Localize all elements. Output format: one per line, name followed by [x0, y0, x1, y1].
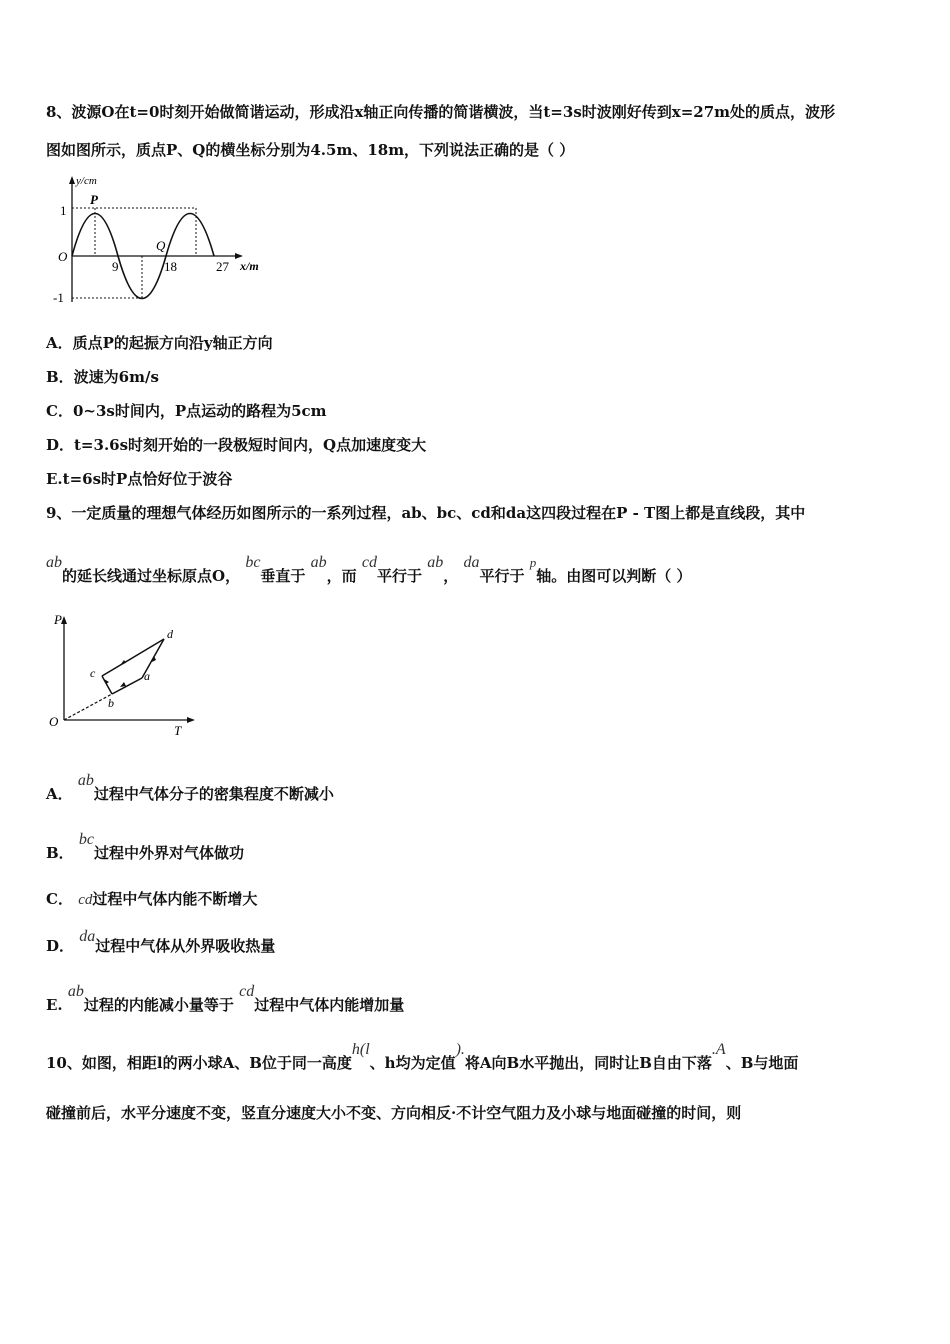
- y-axis-arrow: [69, 176, 75, 184]
- point-a-label: a: [144, 669, 150, 683]
- q8-option-a: A．质点P的起振方向沿y轴正方向: [46, 334, 273, 352]
- option-text: 过程中气体内能不断增大: [92, 890, 258, 908]
- math-ab: ab: [427, 554, 444, 571]
- option-prefix: D．: [46, 937, 75, 955]
- option-text: 过程中外界对气体做功: [94, 844, 245, 862]
- p-axis-label: P: [54, 612, 62, 627]
- point-q-label: Q: [156, 238, 166, 253]
- math-ab: ab: [77, 772, 94, 789]
- q9-l2-t2: 垂直于: [260, 567, 306, 585]
- q9-l2-t4: 平行于: [377, 567, 423, 585]
- q10-l1-t2: 、h均为定值: [369, 1054, 456, 1072]
- q9-option-d: [46, 928, 276, 957]
- q8-option-e: E.t=6s时P点恰好位于波谷: [46, 470, 233, 488]
- y-tick-pos: 1: [60, 203, 67, 218]
- q9-l2-t5: ，: [443, 567, 459, 585]
- q9-option-c: [46, 889, 257, 910]
- x-tick-27: 27: [216, 259, 229, 274]
- math-da: da: [463, 554, 480, 571]
- q8-option-d: D．t=3.6s时刻开始的一段极短时间内，Q点加速度变大: [46, 436, 427, 454]
- y-tick-neg: -1: [53, 290, 64, 305]
- q8-option-c: C．0~3s时间内，P点运动的路程为5cm: [46, 402, 327, 420]
- origin-label: O: [49, 714, 59, 729]
- arrow-cd: [121, 660, 126, 664]
- q10-l1-t1: 10、如图，相距l的两小球A、B位于同一高度: [46, 1054, 352, 1072]
- segment-bc: [102, 676, 112, 694]
- math-cd: cd: [78, 892, 93, 908]
- option-text: 过程中气体分子的密集程度不断减小: [93, 785, 334, 803]
- point-b-label: b: [108, 696, 114, 710]
- dashed-extension-ab: [64, 694, 112, 720]
- point-c-label: c: [90, 666, 96, 680]
- option-prefix: C．: [46, 890, 73, 908]
- math-paren: ).: [455, 1041, 465, 1058]
- q8-stem-line1: 8、波源O在t=0时刻开始做简谐运动，形成沿x轴正向传播的简谐横波，当t=3s时波刚好传到x=27m处的质点，波形: [46, 103, 836, 121]
- x-axis-label: x/m: [240, 259, 259, 273]
- math-da: da: [79, 928, 96, 945]
- q9-pt-figure: [46, 608, 206, 743]
- q9-option-e: [46, 983, 405, 1016]
- t-axis-label: T: [174, 723, 182, 738]
- q9-stem-line2: [46, 554, 692, 587]
- option-prefix: E.: [46, 996, 63, 1014]
- q9-stem-line1: 9、一定质量的理想气体经历如图所示的一系列过程，ab、bc、cd和da这四段过程在P - T图上都是直线段，其中: [46, 504, 806, 522]
- q9-option-b: [46, 831, 245, 864]
- option-text: 过程的内能减小量等于: [83, 996, 234, 1014]
- math-ab: ab: [46, 554, 62, 571]
- x-tick-18: 18: [164, 259, 177, 274]
- t-axis-arrow: [187, 717, 195, 723]
- q10-stem-line1: [46, 1041, 799, 1074]
- math-bc: bc: [245, 554, 261, 571]
- q8-wave-figure: [46, 172, 276, 307]
- origin-label: O: [58, 249, 68, 264]
- q8-option-b: B．波速为6m/s: [46, 368, 159, 386]
- q9-l2-t6: 平行于: [479, 567, 525, 585]
- option-text: 过程中气体内能增加量: [254, 996, 405, 1014]
- math-ab: ab: [67, 983, 84, 1000]
- math-ab: ab: [310, 554, 327, 571]
- q9-option-a: [46, 772, 334, 805]
- q10-l1-t3: 将A向B水平抛出，同时让B自由下落: [464, 1054, 712, 1072]
- point-p-label: P: [90, 192, 98, 207]
- point-d-label: d: [167, 627, 173, 641]
- segment-ab: [112, 678, 142, 694]
- math-bc: bc: [78, 831, 95, 848]
- math-hl: h(l: [351, 1041, 370, 1058]
- math-p: p: [529, 555, 537, 570]
- q10-stem-line2: 碰撞前后，水平分速度不变，竖直分速度大小不变、方向相反·不计空气阻力及小球与地面碰撞的时间，则: [46, 1104, 742, 1122]
- math-cd: cd: [239, 983, 255, 1000]
- x-tick-9: 9: [112, 259, 119, 274]
- option-text: 过程中气体从外界吸收热量: [95, 937, 276, 955]
- y-axis-label: y/cm: [76, 175, 97, 187]
- q8-stem-line2: 图如图所示，质点P、Q的横坐标分别为4.5m、18m，下列说法正确的是（ ）: [46, 141, 575, 159]
- math-cd: cd: [361, 554, 378, 571]
- q10-l1-t4: 、B与地面: [725, 1054, 799, 1072]
- option-prefix: A．: [46, 785, 73, 803]
- math-a: .A: [711, 1041, 726, 1058]
- q9-l2-t1: 的延长线通过坐标原点O，: [62, 567, 241, 585]
- q9-l2-t7: 轴。由图可以判断（ ）: [536, 567, 692, 585]
- option-prefix: B．: [46, 844, 74, 862]
- q9-l2-t3: ，而: [326, 567, 357, 585]
